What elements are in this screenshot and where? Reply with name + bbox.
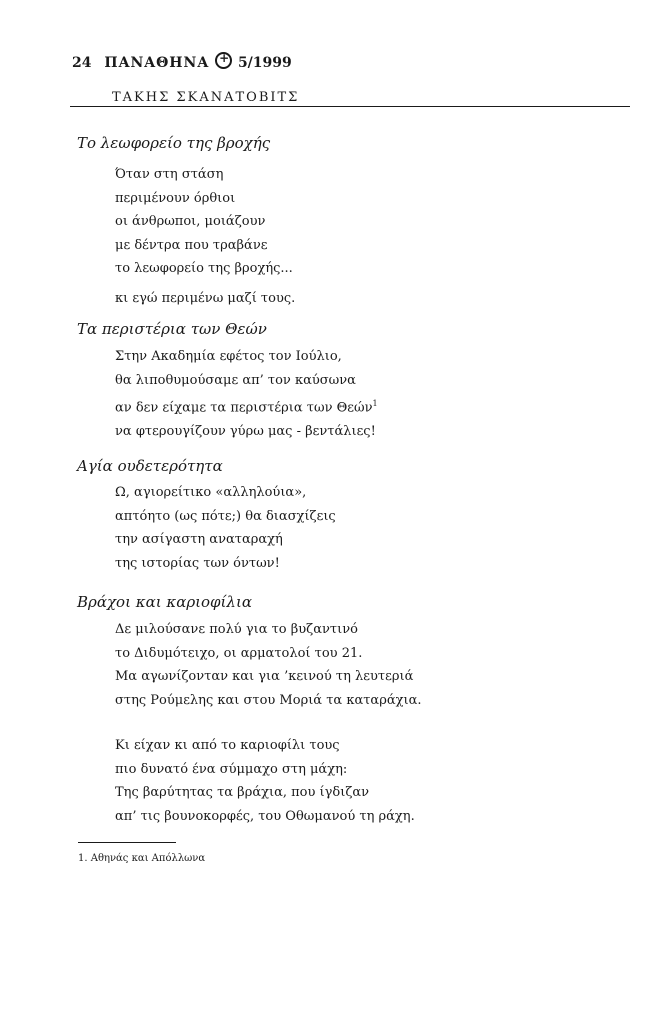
- poem-title: Αγία ουδετερότητα: [77, 457, 223, 475]
- running-header: [72, 52, 292, 71]
- header-rule: [70, 106, 630, 107]
- poem-line: απ’ τις βουνοκορφές, του Οθωμανού τη ράχη.: [115, 808, 415, 824]
- page-number: 24: [72, 55, 92, 71]
- poem-body: [115, 163, 295, 310]
- poem-title: Βράχοι και καριοφίλια: [77, 593, 252, 611]
- footnote: 1. Αθηνάς και Απόλλωνα: [78, 853, 206, 864]
- poem-line: Ω, αγιορείτικο «αλληλούια»,: [115, 485, 307, 500]
- issue-number: 5/1999: [237, 55, 292, 71]
- footnote-marker: 1: [372, 399, 378, 408]
- poem-line: να φτερουγίζουν γύρω μας - βεντάλιες!: [115, 423, 376, 439]
- poem-line: την ασίγαστη αναταραχή: [115, 532, 283, 547]
- poem-body: [115, 481, 336, 575]
- poem-line: [115, 392, 378, 420]
- poem-title: Το λεωφορείο της βροχής: [77, 134, 271, 152]
- poem-line: κι εγώ περιμένω μαζί τους.: [115, 290, 296, 306]
- poem-body: [115, 618, 422, 828]
- poem-line: Της βαρύτητας τα βράχια, που ίγδιζαν: [115, 785, 370, 800]
- poem-line: το Διδυμότειχο, οι αρματολοί του 21.: [115, 645, 363, 661]
- poem-line-text: αν δεν είχαμε τα περιστέρια των Θεών: [115, 400, 373, 416]
- poem-line: θα λιποθυμούσαμε απ’ τον καύσωνα: [115, 372, 356, 388]
- poem-body: [115, 345, 378, 443]
- poem-line: Δε μιλούσανε πολύ για το βυζαντινό: [115, 622, 358, 637]
- poem-title: Τα περιστέρια των Θεών: [77, 320, 267, 338]
- poem-line: πιο δυνατό ένα σύμμαχο στη μάχη:: [115, 761, 348, 777]
- magazine-logo-icon: [215, 52, 232, 69]
- poem-line: Μα αγωνίζονταν και για ’κεινού τη λευτεριά: [115, 669, 414, 684]
- poem-line: με δέντρα που τραβάνε: [115, 237, 268, 253]
- poem-line: το λεωφορείο της βροχής...: [115, 261, 293, 276]
- footnote-rule: [78, 842, 176, 843]
- poem-line: περιμένουν όρθιοι: [115, 190, 236, 206]
- poem-line: Όταν στη στάση: [115, 167, 224, 182]
- poem-line: της ιστορίας των όντων!: [115, 555, 280, 571]
- poem-line: απτόητο (ως πότε;) θα διασχίζεις: [115, 508, 336, 524]
- poem-line: Στην Ακαδημία εφέτος τον Ιούλιο,: [115, 349, 342, 364]
- magazine-title: ΠΑΝΑΘΗΝΑ: [104, 55, 210, 71]
- author-name: ΤΑΚΗΣ ΣΚΑΝΑΤΟΒΙΤΣ: [112, 90, 300, 105]
- poem-line: Κι είχαν κι από το καριοφίλι τους: [115, 738, 340, 753]
- poem-line: στης Ρούμελης και στου Μοριά τα καταράχια.: [115, 692, 422, 708]
- poem-line: οι άνθρωποι, μοιάζουν: [115, 214, 266, 229]
